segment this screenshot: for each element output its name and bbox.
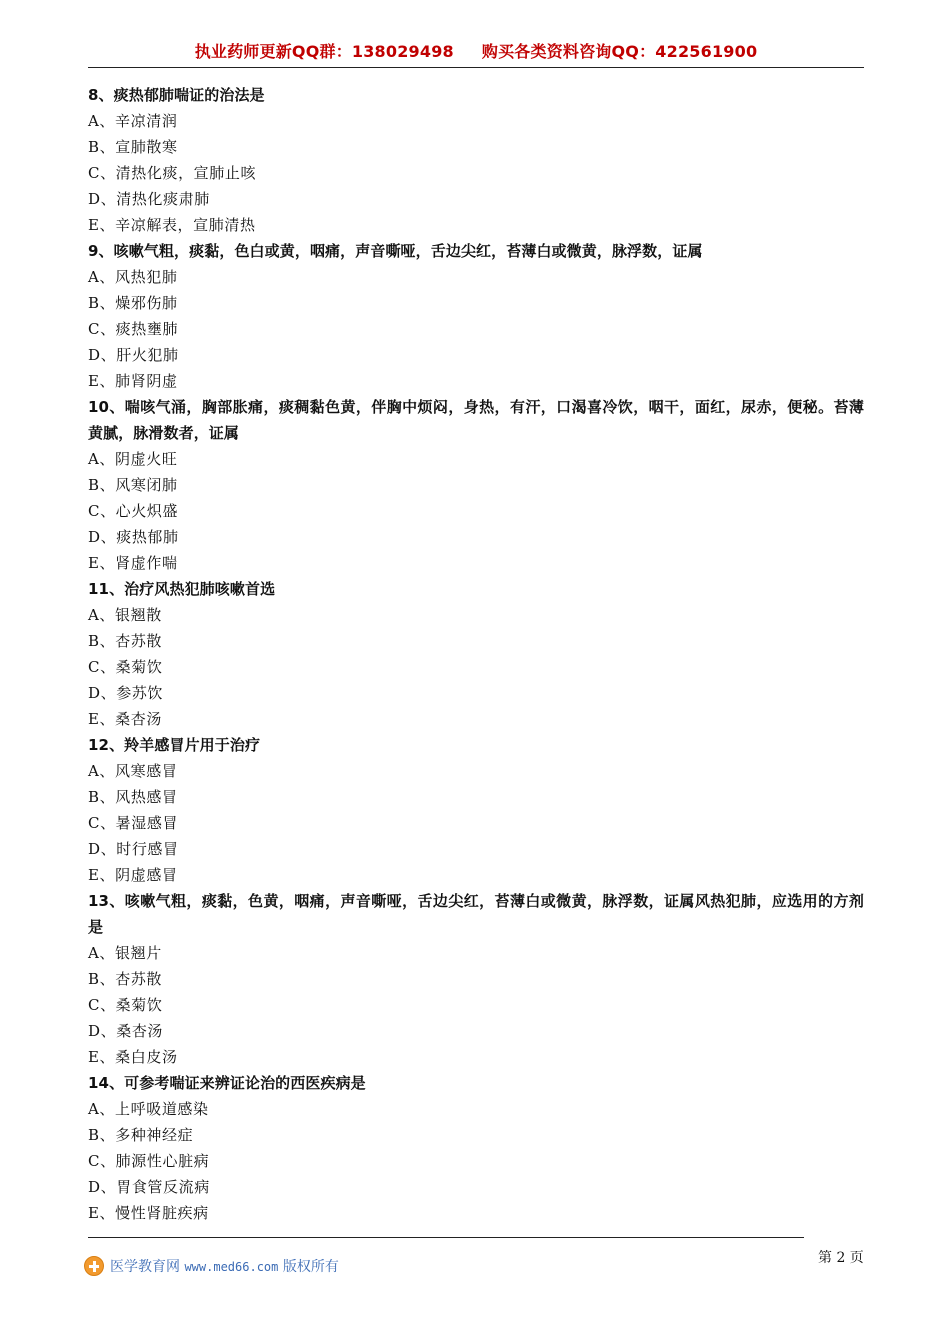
option-d: D、肝火犯肺 <box>88 346 179 364</box>
option-b: B、燥邪伤肺 <box>88 294 178 312</box>
site-name: 医学教育网 <box>110 1259 180 1275</box>
option-c: C、清热化痰，宣肺止咳 <box>88 164 257 182</box>
option-c: C、痰热壅肺 <box>88 320 179 338</box>
question-stem: 14、可参考喘证来辨证论治的西医疾病是 <box>88 1074 366 1092</box>
question-list <box>88 82 864 1226</box>
option-e: E、肾虚作喘 <box>88 554 178 572</box>
question-12 <box>88 732 864 888</box>
question-9 <box>88 238 864 394</box>
med66-logo-icon <box>84 1256 104 1276</box>
option-d: D、桑杏汤 <box>88 1022 164 1040</box>
question-stem: 11、治疗风热犯肺咳嗽首选 <box>88 580 276 598</box>
option-b: B、多种神经症 <box>88 1126 194 1144</box>
option-a: A、风热犯肺 <box>88 268 178 286</box>
question-14 <box>88 1070 864 1226</box>
option-e: E、桑白皮汤 <box>88 1048 178 1066</box>
option-e: E、辛凉解表，宣肺清热 <box>88 216 256 234</box>
option-d: D、参苏饮 <box>88 684 164 702</box>
footer-site <box>110 1256 339 1276</box>
option-b: B、风寒闭肺 <box>88 476 178 494</box>
question-stem: 13、咳嗽气粗，痰黏，色黄，咽痛，声音嘶哑，舌边尖红，苔薄白或微黄，脉浮数，证属风热犯肺，应选用的方剂是 <box>88 892 864 936</box>
option-c: C、桑菊饮 <box>88 658 163 676</box>
option-b: B、风热感冒 <box>88 788 178 806</box>
option-e: E、肺肾阴虚 <box>88 372 178 390</box>
option-e: E、慢性肾脏疾病 <box>88 1204 209 1222</box>
option-a: A、银翘片 <box>88 944 162 962</box>
footer-divider <box>88 1237 804 1238</box>
copyright-text: 版权所有 <box>282 1259 339 1275</box>
option-d: D、胃食管反流病 <box>88 1178 210 1196</box>
option-b: B、杏苏散 <box>88 632 163 650</box>
option-e: E、阴虚感冒 <box>88 866 178 884</box>
option-c: C、桑菊饮 <box>88 996 163 1014</box>
option-a: A、辛凉清润 <box>88 112 178 130</box>
option-a: A、银翘散 <box>88 606 162 624</box>
option-e: E、桑杏汤 <box>88 710 162 728</box>
option-c: C、暑湿感冒 <box>88 814 179 832</box>
question-stem: 10、喘咳气涌，胸部胀痛，痰稠黏色黄，伴胸中烦闷，身热，有汗，口渴喜冷饮，咽干，面红，尿赤，便秘。苔薄黄腻，脉滑数者，证属 <box>88 398 864 442</box>
option-a: A、阴虚火旺 <box>88 450 178 468</box>
question-8 <box>88 82 864 238</box>
header-purchase-qq: 购买各类资料咨询QQ：422561900 <box>481 42 758 61</box>
option-c: C、肺源性心脏病 <box>88 1152 210 1170</box>
question-stem: 8、痰热郁肺喘证的治法是 <box>88 86 265 104</box>
question-11 <box>88 576 864 732</box>
option-d: D、时行感冒 <box>88 840 179 858</box>
option-a: A、风寒感冒 <box>88 762 178 780</box>
question-stem: 12、羚羊感冒片用于治疗 <box>88 736 261 754</box>
page-number: 第 2 页 <box>818 1250 864 1266</box>
question-stem: 9、咳嗽气粗，痰黏，色白或黄，咽痛，声音嘶哑，舌边尖红，苔薄白或微黄，脉浮数，证属 <box>88 242 703 260</box>
option-c: C、心火炽盛 <box>88 502 179 520</box>
option-b: B、杏苏散 <box>88 970 163 988</box>
header-qq-group: 执业药师更新QQ群：138029498 <box>194 42 454 61</box>
option-d: D、痰热郁肺 <box>88 528 179 546</box>
option-b: B、宣肺散寒 <box>88 138 178 156</box>
header-banner <box>88 40 864 68</box>
option-d: D、清热化痰肃肺 <box>88 190 210 208</box>
option-a: A、上呼吸道感染 <box>88 1100 209 1118</box>
question-13 <box>88 888 864 1070</box>
site-url-link[interactable]: www.med66.com <box>184 1260 279 1274</box>
question-10 <box>88 394 864 576</box>
